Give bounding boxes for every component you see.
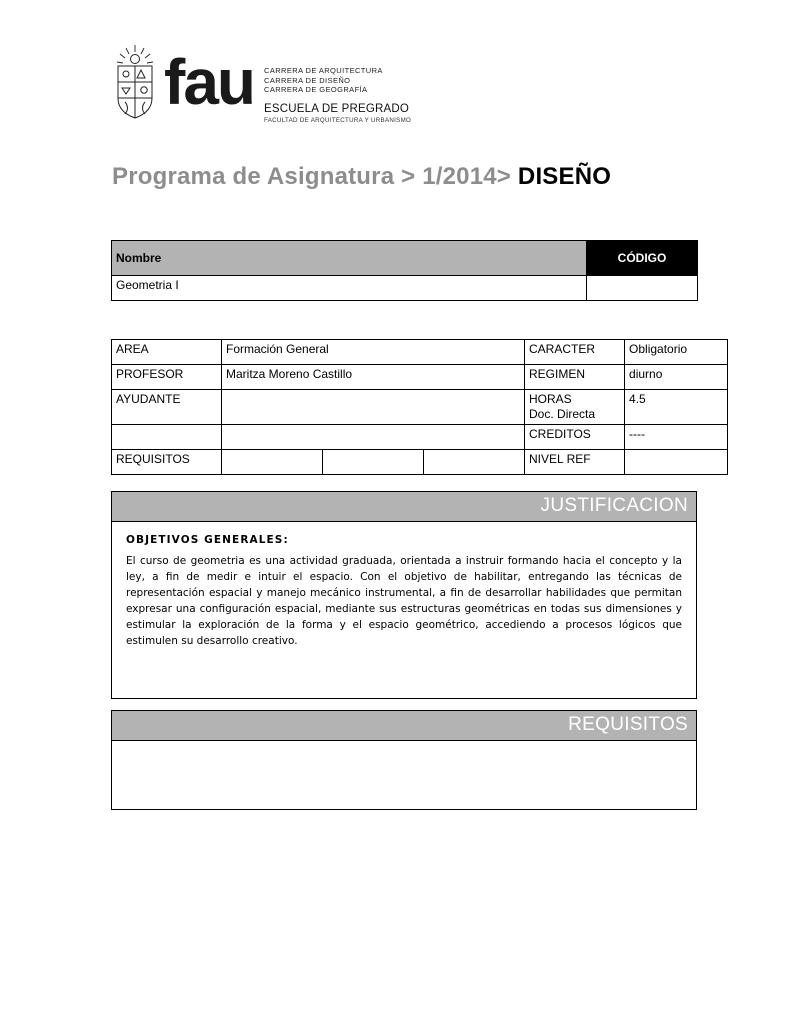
nombre-header-cell: Nombre <box>112 241 587 276</box>
table-row <box>112 276 698 301</box>
table-row <box>112 340 728 365</box>
cell-profesor-value: Maritza Moreno Castillo <box>222 365 525 390</box>
table-row <box>112 425 728 450</box>
page-title-strong: DISEÑO <box>517 163 612 190</box>
requisitos-body <box>112 741 697 810</box>
header-line-diseno: CARRERA DE DISEÑO <box>264 75 351 85</box>
cell-caracter-value: Obligatorio <box>625 340 728 365</box>
table-row <box>112 241 698 276</box>
cell-requisitos-label: REQUISITOS <box>112 450 222 475</box>
header-line-arquitectura: CARRERA DE ARQUITECTURA <box>264 66 383 75</box>
university-crest-icon <box>112 44 158 120</box>
justificacion-section <box>111 491 697 699</box>
requisitos-section <box>111 710 697 810</box>
table-row <box>112 492 697 522</box>
cell-blank-label <box>112 425 222 450</box>
table-row <box>112 522 697 699</box>
nombre-value-cell: Geometria I <box>112 276 587 301</box>
requisitos-banner: REQUISITOS <box>112 711 697 741</box>
table-row <box>112 390 728 425</box>
header-line-facultad: FACULTAD DE ARQUITECTURA Y URBANISMO <box>264 116 412 124</box>
table-row <box>112 711 697 741</box>
cell-profesor-label: PROFESOR <box>112 365 222 390</box>
cell-requisitos-value-1 <box>222 450 323 475</box>
document-header <box>112 42 411 125</box>
cell-creditos-value: ---- <box>625 425 728 450</box>
cell-nivelref-value <box>625 450 728 475</box>
cell-caracter-label: CARACTER <box>525 340 625 365</box>
page-title <box>112 163 611 191</box>
cell-horas-value: 4.5 <box>625 390 728 425</box>
cell-ayudante-label: AYUDANTE <box>112 390 222 425</box>
table-row <box>112 365 728 390</box>
objetivos-generales-heading: OBJETIVOS GENERALES: <box>126 534 289 546</box>
codigo-header-cell: CÓDIGO <box>587 241 698 276</box>
fau-logo-wordmark: fau <box>164 46 254 118</box>
header-text-lines <box>264 66 411 125</box>
justificacion-banner: JUSTIFICACION <box>112 492 697 522</box>
cell-requisitos-value-2 <box>323 450 424 475</box>
table-row <box>112 450 728 475</box>
cell-regimen-label: REGIMEN <box>525 365 625 390</box>
cell-area-label: AREA <box>112 340 222 365</box>
table-row <box>112 741 697 810</box>
cell-requisitos-value-3 <box>424 450 525 475</box>
justificacion-body <box>112 522 697 699</box>
cell-nivelref-label: NIVEL REF <box>525 450 625 475</box>
page-title-prefix: Programa de Asignatura > 1/2014> <box>112 163 518 190</box>
cell-creditos-label: CREDITOS <box>525 425 625 450</box>
cell-horas-label <box>525 390 625 425</box>
cell-ayudante-value <box>222 390 525 425</box>
nombre-table <box>111 240 698 301</box>
cell-area-value: Formación General <box>222 340 525 365</box>
objetivos-generales-text: El curso de geometria es una actividad graduada, orientada a instruir formando hacia el concepto y la ley, a fin de medir e intuir el espacio. Con el objetivo de habilitar, entregando las técnicas de representación espacial y manejo mecánico instrumental, a fin de desarrollar habilidades que permitan expresar una configuración espacial, mediante sus estructuras geométricas en todas sus dimensiones y estimular la exploración de la forma y el espacio geométrico, accediendo a procesos lógicos que estimulen su desarrollo creativo. <box>126 555 682 647</box>
header-line-geografia: CARRERA DE GEOGRAFÍA <box>264 85 368 94</box>
header-line-escuela: ESCUELA DE PREGRADO <box>264 102 410 115</box>
cell-regimen-value: diurno <box>625 365 728 390</box>
cell-horas-label-line1: HORAS <box>529 392 572 406</box>
cell-blank-value <box>222 425 525 450</box>
info-table <box>111 339 728 475</box>
codigo-value-cell <box>587 276 698 301</box>
cell-horas-label-line2: Doc. Directa <box>529 407 596 421</box>
